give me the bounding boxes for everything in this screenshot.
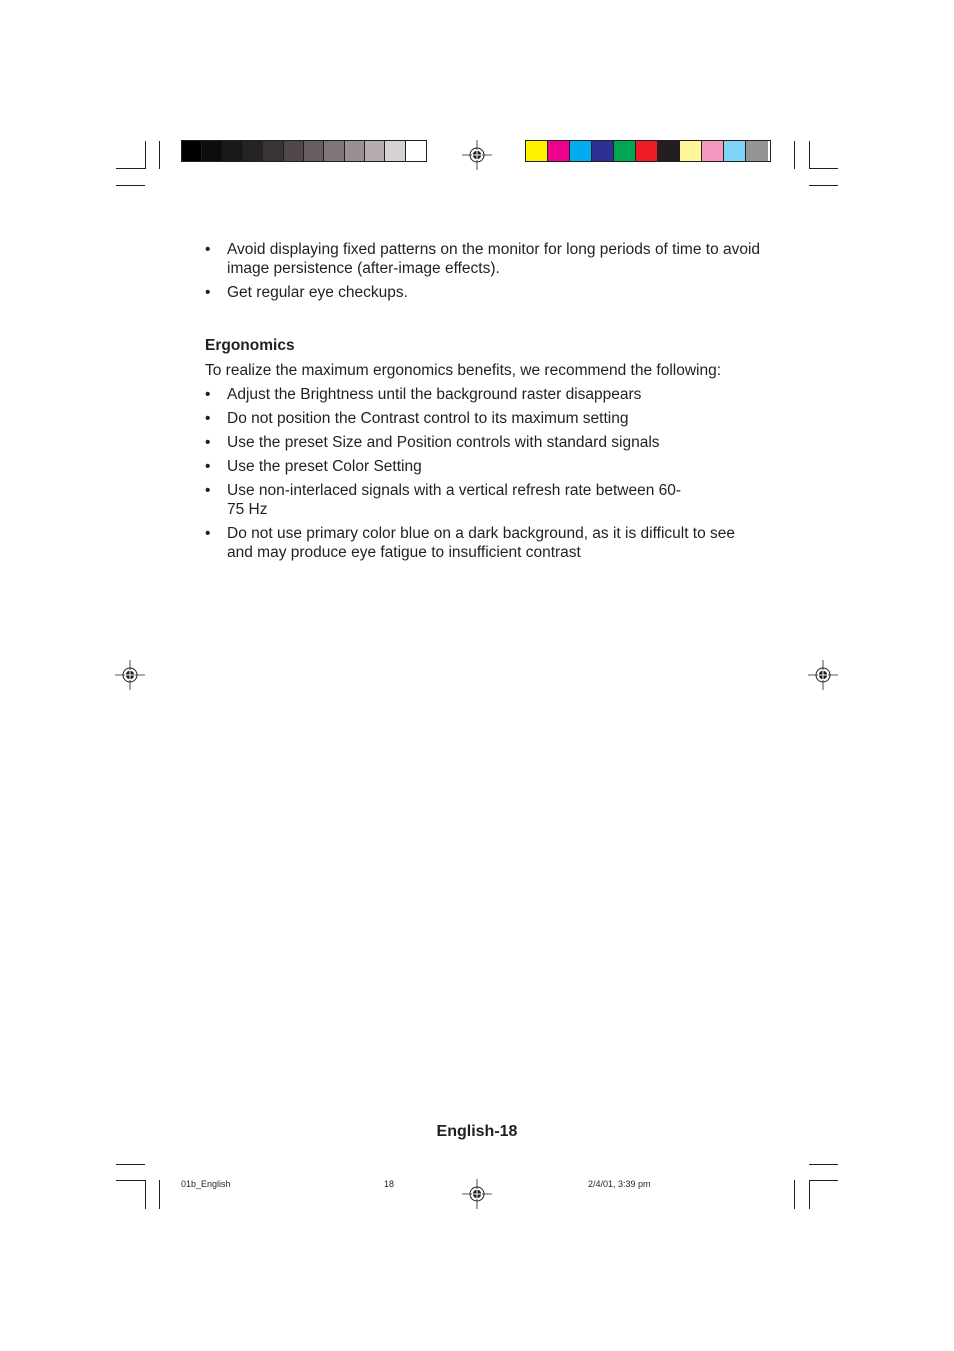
- color-swatch: [592, 141, 614, 161]
- registration-mark-icon: [462, 140, 492, 170]
- list-item: [205, 240, 765, 278]
- color-swatch: [724, 141, 746, 161]
- list-item-text: Use the preset Color Setting: [227, 458, 422, 475]
- list-item: [205, 433, 765, 452]
- crop-mark: [809, 168, 838, 169]
- registration-mark-icon: [462, 1179, 492, 1209]
- list-item-text: Avoid displaying fixed patterns on the monitor for long periods of time to avoid image persistence (after-image effects).: [227, 241, 761, 277]
- list-item: [205, 524, 757, 562]
- bullet-icon: •: [205, 284, 211, 301]
- color-swatch: [284, 141, 304, 161]
- slug-page: 18: [384, 1179, 395, 1189]
- color-swatch: [548, 141, 570, 161]
- process-color-bar: [525, 140, 771, 162]
- list-item-text: Do not position the Contrast control to its maximum setting: [227, 410, 629, 427]
- crop-mark: [809, 1164, 838, 1165]
- crop-mark: [145, 141, 146, 169]
- color-swatch: [680, 141, 702, 161]
- page-body: [205, 240, 765, 562]
- color-swatch: [243, 141, 263, 161]
- list-item: [205, 385, 765, 404]
- bullet-icon: •: [205, 386, 211, 403]
- list-item-text: Use the preset Size and Position controls with standard signals: [227, 434, 660, 451]
- color-swatch: [658, 141, 680, 161]
- crop-mark: [809, 141, 810, 169]
- bullet-icon: •: [205, 482, 211, 499]
- color-swatch: [345, 141, 365, 161]
- slug-filename: 01b_English: [181, 1179, 231, 1189]
- color-swatch: [365, 141, 385, 161]
- color-swatch: [385, 141, 405, 161]
- crop-mark: [809, 1180, 838, 1181]
- color-swatch: [702, 141, 724, 161]
- crop-mark: [116, 1164, 145, 1165]
- list-item: [205, 481, 697, 519]
- crop-mark: [159, 1180, 160, 1209]
- list-item-text: Do not use primary color blue on a dark background, as it is difficult to see and may produce eye fatigue to insufficient contrast: [227, 525, 736, 561]
- slug-date: 2/4/01, 3:39 pm: [588, 1179, 651, 1189]
- crop-mark: [145, 1180, 146, 1209]
- color-swatch: [570, 141, 592, 161]
- bullet-icon: •: [205, 434, 211, 451]
- bullet-icon: •: [205, 410, 211, 427]
- color-swatch: [263, 141, 283, 161]
- list-item: [205, 283, 765, 302]
- list-item-text: Use non-interlaced signals with a vertical refresh rate between 60-75 Hz: [227, 482, 682, 518]
- list-item-text: Get regular eye checkups.: [227, 284, 408, 301]
- list-item-text: Adjust the Brightness until the background raster disappears: [227, 386, 642, 403]
- crop-mark: [116, 185, 145, 186]
- color-swatch: [304, 141, 324, 161]
- color-swatch: [746, 141, 768, 161]
- crop-mark: [809, 185, 838, 186]
- bullet-icon: •: [205, 241, 211, 258]
- crop-mark: [809, 1180, 810, 1209]
- color-swatch: [182, 141, 202, 161]
- registration-mark-icon: [808, 660, 838, 690]
- bullet-icon: •: [205, 525, 211, 542]
- registration-mark-icon: [115, 660, 145, 690]
- color-swatch: [614, 141, 636, 161]
- color-swatch: [636, 141, 658, 161]
- page-number: English-18: [436, 1123, 518, 1140]
- section-heading: Ergonomics: [205, 337, 295, 354]
- list-item: [205, 457, 765, 476]
- crop-mark: [159, 141, 160, 169]
- color-swatch: [324, 141, 344, 161]
- color-swatch: [406, 141, 426, 161]
- crop-mark: [794, 1180, 795, 1209]
- crop-mark: [794, 141, 795, 169]
- color-swatch: [526, 141, 548, 161]
- list-item: [205, 409, 765, 428]
- color-swatch: [202, 141, 222, 161]
- section-intro: To realize the maximum ergonomics benefits, we recommend the following:: [205, 362, 722, 379]
- crop-mark: [116, 1180, 145, 1181]
- grayscale-color-bar: [181, 140, 427, 162]
- bullet-icon: •: [205, 458, 211, 475]
- crop-mark: [116, 168, 145, 169]
- color-swatch: [223, 141, 243, 161]
